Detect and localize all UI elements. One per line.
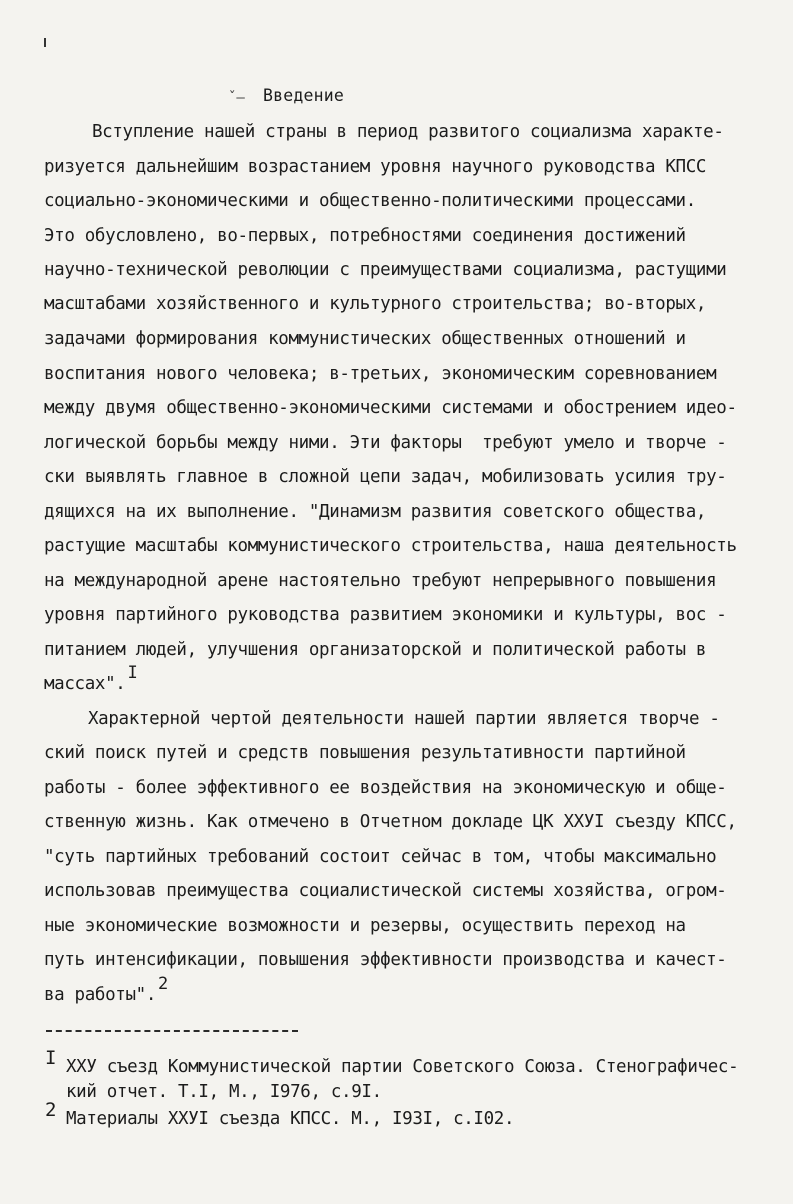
footnote-line: кий отчет. Т.I, М., I976, с.9I. xyxy=(66,1082,382,1102)
text-line: научно-технической революции с преимуществами социализма, растущими xyxy=(44,260,727,280)
text-fragment: массах". xyxy=(44,674,126,694)
text-line: воспитания нового человека; в-третьих, экономическим соревнованием xyxy=(44,364,717,384)
text-line: дящихся на их выполнение. "Динамизм развития советского общества, xyxy=(44,502,707,522)
footnote-number: I xyxy=(45,1047,57,1069)
footnote-line: XXУ съезд Коммунистической партии Советского Союза. Стенографичес- xyxy=(66,1057,739,1077)
footnote-ref-2: 2 xyxy=(158,974,168,994)
text-line: ски выявлять главное в сложной цепи задач, мобилизовать усилия тру- xyxy=(44,467,727,487)
footnote-number: 2 xyxy=(45,1099,57,1121)
text-line: "суть партийных требований состоит сейчас в том, чтобы максимально xyxy=(44,847,717,867)
text-line-last xyxy=(44,974,168,1007)
text-line: Вступление нашей страны в период развитого социализма характе- xyxy=(92,122,724,142)
footnote-line: Материалы XXУI съезда КПСС. М., I93I, с.I02. xyxy=(66,1109,515,1129)
text-line: масштабами хозяйственного и культурного строительства; во-вторых, xyxy=(44,294,707,314)
footnote-ref-1: I xyxy=(127,663,138,683)
text-line: путь интенсификации, повышения эффективности производства и качест- xyxy=(44,950,727,970)
text-line: растущие масштабы коммунистического строительства, наша деятельность xyxy=(44,536,737,556)
section-heading: Введение xyxy=(263,86,345,105)
text-line: Характерной чертой деятельности нашей партии является творче - xyxy=(88,709,720,729)
text-fragment: ва работы". xyxy=(44,985,157,1005)
scan-mark xyxy=(44,38,46,47)
text-line: использовав преимущества социалистической системы хозяйства, огром- xyxy=(44,881,727,901)
text-line: социально-экономическими и общественно-политическими процессами. xyxy=(44,191,696,211)
pencil-mark: ˇ​– xyxy=(228,90,245,106)
text-line: между двумя общественно-экономическими системами и обострением идео- xyxy=(44,398,737,418)
text-line: ризуется дальнейшим возрастанием уровня научного руководства КПСС xyxy=(44,157,707,177)
footnote-divider xyxy=(46,1030,298,1032)
text-line: ные экономические возможности и резервы, осуществить переход на xyxy=(44,916,686,936)
text-line-last xyxy=(44,663,138,696)
text-line: ский поиск путей и средств повышения результативности партийной xyxy=(44,743,686,763)
text-line: Это обусловлено, во-первых, потребностями соединения достижений xyxy=(44,226,686,246)
text-line: логической борьбы между ними. Эти факторы требуют умело и творче - xyxy=(44,433,727,453)
text-line: работы - более эффективного ее воздействия на экономическую и обще- xyxy=(44,778,727,798)
text-line: уровня партийного руководства развитием экономики и культуры, вос - xyxy=(44,605,727,625)
text-line: задачами формирования коммунистических общественных отношений и xyxy=(44,329,686,349)
text-line: ственную жизнь. Как отмечено в Отчетном докладе ЦК XXУI съезду КПСС, xyxy=(44,812,737,832)
text-line: на международной арене настоятельно требуют непрерывного повышения xyxy=(44,571,717,591)
text-line: питанием людей, улучшения организаторской и политической работы в xyxy=(44,640,707,660)
